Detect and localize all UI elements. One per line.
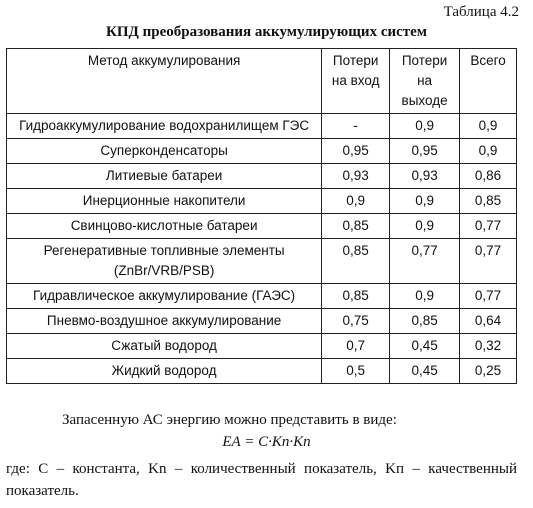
table-row [7, 334, 517, 359]
energy-formula: EA = C·Kn·Kп [222, 434, 311, 450]
output-cell: 0,9 [390, 189, 460, 214]
input-cell: 0,85 [322, 214, 390, 239]
output-cell: 0,45 [390, 334, 460, 359]
input-cell: 0,75 [322, 309, 390, 334]
definitions-paragraph: где: C – константа, Kn – количественный показатель, Kп – качественный показатель. [6, 461, 517, 499]
table-row [7, 359, 517, 384]
output-cell: 0,93 [390, 164, 460, 189]
method-cell: Жидкий водород [7, 359, 322, 384]
table-row [7, 309, 517, 334]
input-cell: - [322, 114, 390, 139]
total-cell: 0,25 [460, 359, 517, 384]
input-cell: 0,85 [322, 284, 390, 309]
method-cell: Литиевые батареи [7, 164, 322, 189]
header-method: Метод аккумулирования [7, 49, 322, 114]
table-row [7, 284, 517, 309]
input-cell: 0,95 [322, 139, 390, 164]
total-cell: 0,86 [460, 164, 517, 189]
output-cell: 0,85 [390, 309, 460, 334]
input-cell: 0,5 [322, 359, 390, 384]
total-cell: 0,64 [460, 309, 517, 334]
total-cell: 0,9 [460, 139, 517, 164]
intro-paragraph: Запасенную АС энергию можно представить в виде: [62, 412, 397, 428]
input-cell: 0,93 [322, 164, 390, 189]
total-cell: 0,77 [460, 239, 517, 284]
output-cell: 0,9 [390, 114, 460, 139]
method-cell: Инерционные накопители [7, 189, 322, 214]
input-cell: 0,9 [322, 189, 390, 214]
output-cell: 0,45 [390, 359, 460, 384]
table-title: КПД преобразования аккумулирующих систем [105, 24, 428, 40]
method-cell: Регенеративные топливные элементы (ZnBr/VRB/PSB) [7, 239, 322, 284]
total-cell: 0,77 [460, 214, 517, 239]
table-row [7, 164, 517, 189]
output-cell: 0,95 [390, 139, 460, 164]
table-header-row [7, 49, 517, 114]
table-row [7, 189, 517, 214]
header-output-losses: Потери на выходе [390, 49, 460, 114]
output-cell: 0,9 [390, 284, 460, 309]
header-total: Всего [460, 49, 517, 114]
method-cell: Свинцово-кислотные батареи [7, 214, 322, 239]
table-row [7, 214, 517, 239]
table-number: Таблица 4.2 [443, 4, 519, 20]
output-cell: 0,9 [390, 214, 460, 239]
table-row [7, 114, 517, 139]
total-cell: 0,32 [460, 334, 517, 359]
input-cell: 0,85 [322, 239, 390, 284]
input-cell: 0,7 [322, 334, 390, 359]
method-cell: Пневмо-воздушное аккумулирование [7, 309, 322, 334]
header-input-losses: Потери на вход [322, 49, 390, 114]
method-cell: Суперконденсаторы [7, 139, 322, 164]
method-cell: Гидравлическое аккумулирование (ГАЭС) [7, 284, 322, 309]
method-cell: Гидроаккумулирование водохранилищем ГЭС [7, 114, 322, 139]
table-row [7, 239, 517, 284]
method-cell: Сжатый водород [7, 334, 322, 359]
efficiency-table [6, 48, 517, 384]
total-cell: 0,85 [460, 189, 517, 214]
output-cell: 0,77 [390, 239, 460, 284]
table-row [7, 139, 517, 164]
total-cell: 0,77 [460, 284, 517, 309]
total-cell: 0,9 [460, 114, 517, 139]
